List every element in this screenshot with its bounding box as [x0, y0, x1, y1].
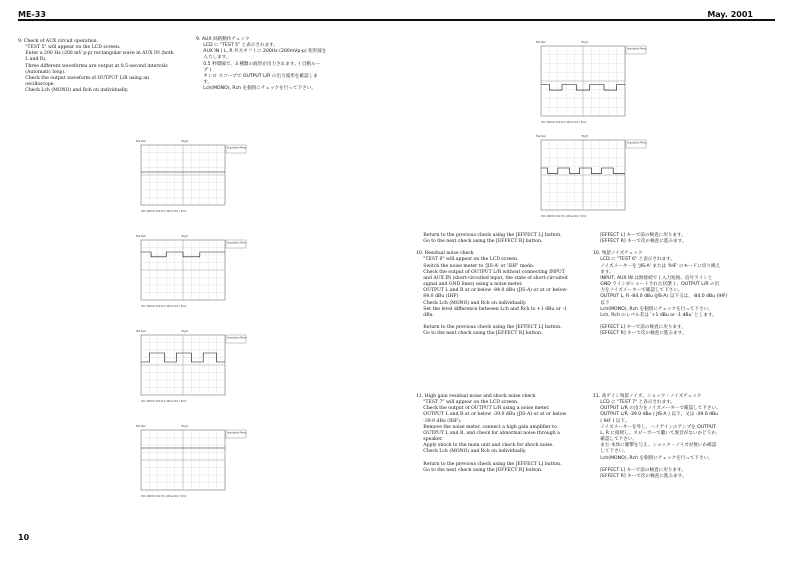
- text-line: 84.0 dBu (IHF): [416, 294, 459, 300]
- scope-menu-label: Acquisition Menu: [227, 431, 247, 435]
- text-line: (Automatic loop).: [18, 69, 66, 75]
- scope-trigger-text: Trig'd: [181, 330, 189, 333]
- text-line: ます。: [593, 269, 614, 275]
- oscilloscope-capture-5: [535, 38, 647, 126]
- text-line: Lch(MONO), Rch を個別にチェックを行って下さい。: [196, 86, 316, 92]
- text-line: [EFFECT R] キーで次の検査に進みます。: [593, 331, 687, 337]
- section-10-english: [416, 233, 568, 337]
- model-name: ME-33: [18, 10, 46, 19]
- text-line: GND ラインがショートされた状態 ) 、OUTPUT L/R の出: [593, 282, 720, 288]
- scope-status-text: Tek Run: [136, 235, 147, 238]
- text-line: OUTPUT L and R, and check for abnormal noise through a: [416, 430, 560, 436]
- scope-menu-label: Acquisition Menu: [627, 47, 647, 51]
- scope-trigger-text: Trig'd: [181, 140, 189, 143]
- text-line: Check the output waveform of OUTPUT L/R using an: [18, 75, 149, 81]
- text-line: Lch(MONO), Rch を個別にチェックを行って下さい。: [593, 455, 713, 461]
- scope-menu-label: Acquisition Menu: [627, 141, 647, 145]
- text-line: Check Lch (MONO) and Rch on individually.: [416, 300, 527, 306]
- text-line: Return to the previous check using the [EFFECT L] button.: [416, 325, 562, 331]
- text-line: AUX IN ( L, R 共方オフ ) に 200Hz (200mVp-p) 矩形波を: [196, 49, 327, 55]
- text-line: OUTPUT L/R -39.0 dBu ( JIS-A ) 以下、又は -39.0 dBu: [593, 412, 719, 418]
- text-line: Go to the next check using the [EFFECT R] button.: [416, 331, 543, 337]
- text-line: 以下: [593, 300, 610, 306]
- text-line: 力をノイズメーターで確認して下さい。: [593, 288, 683, 294]
- text-line: oscilloscope.: [18, 82, 55, 88]
- text-line: Three different waveforms are output at 0.5-second intervals: [18, 63, 168, 69]
- header-rule: [18, 19, 775, 21]
- scope-status-text: Tek Run: [136, 140, 147, 143]
- text-line: Remove the noise meter, connect a high gain amplifier to: [416, 424, 557, 430]
- scope-footer-text: Ch1 200mV Ch2 M 1.00ms Ch1 / 0mV: [141, 210, 187, 213]
- text-line: [EFFECT L] キーで前の検査に戻ります。: [593, 467, 686, 473]
- scope-footer-text: Ch1 200mV Ch2 M 1.00ms Ch1 / 0mV: [541, 121, 587, 124]
- text-line: Apply shock to the main unit and check for shock noise.: [416, 443, 554, 449]
- text-line: [EFFECT L] キーで前の検査に戻ります。: [593, 325, 686, 331]
- text-line: Switch the noise meter to 'JIS-A' or 'IHF' mode.: [416, 263, 535, 269]
- text-line: Lch, Rch のレベル差は '+1 dBu or -1 dBu' とします。: [593, 312, 717, 318]
- text-line: Check the output of OUTPUT L/R using a noise meter.: [416, 406, 550, 412]
- text-line: 10. 残留ノイズチェック: [593, 251, 643, 257]
- text-line: dBu.: [416, 312, 435, 318]
- text-line: Enter a 200 Hz (200 mV p-p) rectangular wave in AUX IN (both: [18, 51, 174, 57]
- scope-trigger-text: Trig'd: [581, 135, 589, 138]
- text-line: "TEST 7" will appear on the LCD screen.: [416, 400, 519, 406]
- scope-status-text: Tek Run: [536, 135, 547, 138]
- text-line: して下さい。: [593, 449, 628, 455]
- scope-menu-label: Acquisition Menu: [227, 146, 247, 150]
- text-line: -39.0 dBu (IHF).: [416, 418, 462, 424]
- text-line: signal and GND lines) using a noise meter.: [416, 282, 523, 288]
- oscilloscope-capture-2: [135, 232, 247, 310]
- issue-date: May. 2001: [707, 10, 753, 19]
- text-line: Set the level difference between Lch and Rch to +1 dBu or -1: [416, 306, 567, 312]
- text-line: LCD に "TEST 7" と表示されます。: [593, 400, 676, 406]
- section-11-english: [416, 394, 566, 474]
- oscilloscope-capture-4: [135, 422, 247, 500]
- scope-menu-label: Acquisition Menu: [227, 241, 247, 245]
- text-line: ノイズメーターを外し、ハイゲインのアンプを OUTPUT: [593, 424, 716, 430]
- text-line: INPUT, AUX IN は無接続で ( 入力短絡、信号ラインと: [593, 275, 713, 281]
- text-line: す。: [196, 80, 213, 86]
- text-line: 9. AUX 回路動作チェック: [196, 37, 250, 42]
- scope-status-text: Tek Run: [136, 330, 147, 333]
- text-line: "TEST 6" will appear on the LCD screen.: [416, 257, 519, 263]
- text-line: 11. 高ゲイン残留ノイズ、ショック・ノイズチェック: [593, 394, 702, 399]
- text-line: and AUX IN (short-circuited input, the state of short-circuited: [416, 275, 568, 281]
- text-line: また 本体に衝撃を与え、ショック・ノイズが無いか確認: [593, 443, 717, 449]
- text-line: [EFFECT R] キーで次の検査に進みます。: [593, 239, 687, 245]
- section-9-english: [18, 39, 174, 94]
- scope-footer-text: Ch1 200mV Ch2 M 1.00ms Ch1 / 0mV: [541, 215, 587, 218]
- text-line: 9. Check of AUX circuit operation.: [18, 39, 99, 44]
- section-10-japanese: [593, 233, 728, 337]
- text-line: "TEST 5" will appear on the LCD screen.: [18, 45, 121, 51]
- text-line: Check the output of OUTPUT L/R without connecting INPUT: [416, 269, 565, 275]
- text-line: 11. High gain residual noise and shock noise check: [416, 394, 536, 399]
- text-line: Go to the next check using the [EFFECT R] button.: [416, 467, 543, 473]
- oscilloscope-capture-1: [135, 137, 247, 215]
- text-line: 10. Residual noise check: [416, 251, 474, 257]
- scope-footer-text: Ch1 200mV Ch2 M 1.00ms Ch1 / 0mV: [141, 305, 187, 308]
- section-9-japanese: [196, 37, 326, 92]
- text-line: Lch(MONO), Rch を個別にチェックを行って下さい。: [593, 306, 713, 312]
- text-line: 確認して下さい。: [593, 437, 638, 443]
- text-line: LCD に "TEST 5" と表示されます。: [196, 43, 279, 49]
- text-line: 入力します。: [196, 55, 231, 61]
- text-line: プ ): [196, 67, 212, 73]
- page-number: 10: [18, 533, 30, 542]
- scope-trigger-text: Trig'd: [181, 235, 189, 238]
- text-line: ノイズメーターを 'JIS-A' または 'IHF' のモードに切り換え: [593, 263, 721, 269]
- text-line: [EFFECT L] キーで前の検査に戻ります。: [593, 233, 686, 238]
- oscilloscope-capture-6: [535, 132, 647, 220]
- text-line: OUTPUT L, R -84.0 dBu (JIS-A) 以下又は、-84.0 dBu (IHF): [593, 294, 728, 300]
- text-line: Check Lch (MONO) and Rch on individually.: [416, 449, 527, 455]
- text-line: OUTPUT L and R at or below -84.0 dBu (JIS-A) or at or below-: [416, 288, 568, 294]
- text-line: LCD に "TEST 6" と表示されます。: [593, 257, 676, 263]
- scope-footer-text: Ch1 200mV Ch2 M 1.00ms Ch1 / 0mV: [141, 400, 187, 403]
- text-line: OUTPUT L and R at or below -39.0 dBu (JIS-A) or at or below: [416, 412, 567, 418]
- scope-menu-label: Acquisition Menu: [227, 336, 247, 340]
- oscilloscope-capture-3: [135, 327, 247, 405]
- text-line: L, R に接続し、スピーカーで聴いて異音がないかどうか、: [593, 430, 721, 436]
- text-line: speaker.: [416, 437, 443, 443]
- scope-footer-text: Ch1 200mV Ch2 M 1.00ms Ch1 / 0mV: [141, 495, 187, 498]
- text-line: Go to the next check using the [EFFECT R] button.: [416, 239, 543, 245]
- text-line: Return to the previous check using the [EFFECT L] button.: [416, 461, 562, 467]
- section-11-japanese: [593, 394, 721, 480]
- scope-trigger-text: Trig'd: [181, 425, 189, 428]
- text-line: L and R).: [18, 57, 47, 63]
- text-line: Return to the previous check using the [EFFECT L] button.: [416, 233, 562, 238]
- text-line: Check Lch (MONO) and Rch on individually.: [18, 88, 129, 94]
- text-line: OUTPUT L/R の出力をノイズメーターで確認して下さい。: [593, 406, 721, 412]
- scope-trigger-text: Trig'd: [581, 41, 589, 44]
- scope-status-text: Tek Run: [536, 41, 547, 44]
- text-line: 0.5 秒間隔で、3 種類の波形が出力されます。( 自動ルー: [196, 61, 321, 67]
- scope-status-text: Tek Run: [136, 425, 147, 428]
- text-line: [EFFECT R] キーで次の検査に進みます。: [593, 473, 687, 479]
- text-line: オシロ スコープで OUTPUT L/R の出力波形を確認しま: [196, 73, 318, 79]
- text-line: ( IHF ) 以下。: [593, 418, 630, 424]
